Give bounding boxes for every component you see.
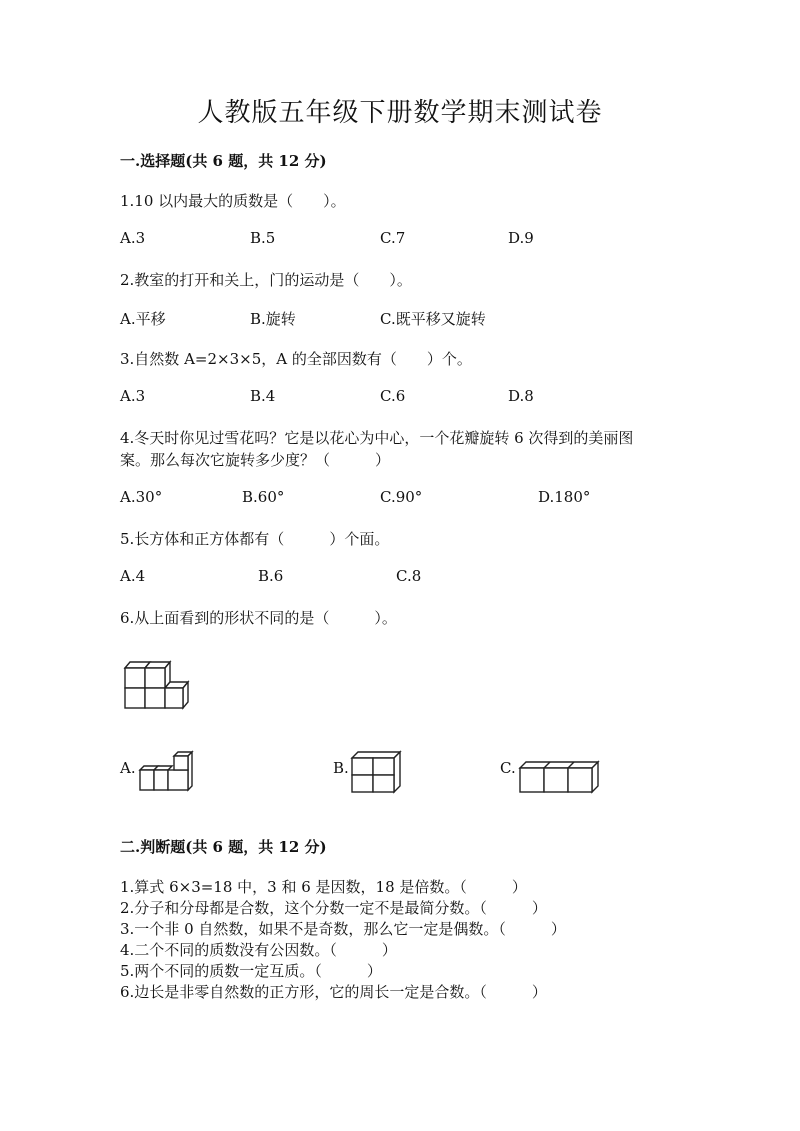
q2-option-c[interactable]: C.既平移又旋转	[380, 310, 486, 328]
q6-option-a-figure[interactable]	[138, 750, 196, 792]
question-4-line-2: 案。那么每次它旋转多少度？（ ）	[120, 451, 391, 469]
q4-option-c[interactable]: C.90°	[380, 488, 423, 506]
judgement-item-4: 4.二个不同的质数没有公因数。（ ）	[120, 941, 397, 959]
q5-option-a[interactable]: A.4	[120, 567, 146, 585]
question-4-line-1: 4.冬天时你见过雪花吗？它是以花心为中心，一个花瓣旋转 6 次得到的美丽图	[120, 429, 634, 447]
question-6: 6.从上面看到的形状不同的是（ ）。	[120, 609, 397, 627]
q4-option-a[interactable]: A.30°	[120, 488, 163, 506]
q6-cube-figure	[120, 658, 190, 710]
judgement-item-6: 6.边长是非零自然数的正方形，它的周长一定是合数。（ ）	[120, 983, 547, 1001]
q6-option-c-figure[interactable]	[518, 760, 602, 796]
question-5: 5.长方体和正方体都有（ ）个面。	[120, 530, 390, 548]
q2-option-a[interactable]: A.平移	[120, 310, 166, 328]
q5-option-b[interactable]: B.6	[258, 567, 284, 585]
q4-option-d[interactable]: D.180°	[538, 488, 591, 506]
judgement-item-5: 5.两个不同的质数一定互质。（ ）	[120, 962, 382, 980]
q6-option-a-label[interactable]: A.	[120, 759, 136, 777]
question-1: 1.10 以内最大的质数是（ ）。	[120, 192, 346, 210]
q3-option-a[interactable]: A.3	[120, 387, 146, 405]
question-2: 2.教室的打开和关上，门的运动是（ ）。	[120, 271, 412, 289]
q1-option-c[interactable]: C.7	[380, 229, 406, 247]
q2-option-b[interactable]: B.旋转	[250, 310, 296, 328]
judgement-item-3: 3.一个非 0 自然数，如果不是奇数，那么它一定是偶数。（ ）	[120, 920, 566, 938]
page-title: 人教版五年级下册数学期末测试卷	[197, 98, 603, 128]
q1-option-b[interactable]: B.5	[250, 229, 276, 247]
q5-option-c[interactable]: C.8	[396, 567, 422, 585]
judgement-item-1: 1.算式 6×3=18 中，3 和 6 是因数，18 是倍数。（ ）	[120, 878, 527, 896]
judgement-item-2: 2.分子和分母都是合数，这个分数一定不是最简分数。（ ）	[120, 899, 547, 917]
q1-option-a[interactable]: A.3	[120, 229, 146, 247]
q6-option-c-label[interactable]: C.	[500, 759, 516, 777]
q3-option-c[interactable]: C.6	[380, 387, 406, 405]
section-heading-choice: 一.选择题(共 6 题，共 12 分)	[120, 152, 327, 170]
q6-option-b-label[interactable]: B.	[333, 759, 349, 777]
q6-option-b-figure[interactable]	[350, 750, 406, 794]
q3-option-d[interactable]: D.8	[508, 387, 534, 405]
q4-option-b[interactable]: B.60°	[242, 488, 285, 506]
question-3: 3.自然数 A=2×3×5，A 的全部因数有（ ）个。	[120, 350, 472, 368]
q1-option-d[interactable]: D.9	[508, 229, 534, 247]
q3-option-b[interactable]: B.4	[250, 387, 276, 405]
section-heading-judgement: 二.判断题(共 6 题，共 12 分)	[120, 838, 327, 856]
